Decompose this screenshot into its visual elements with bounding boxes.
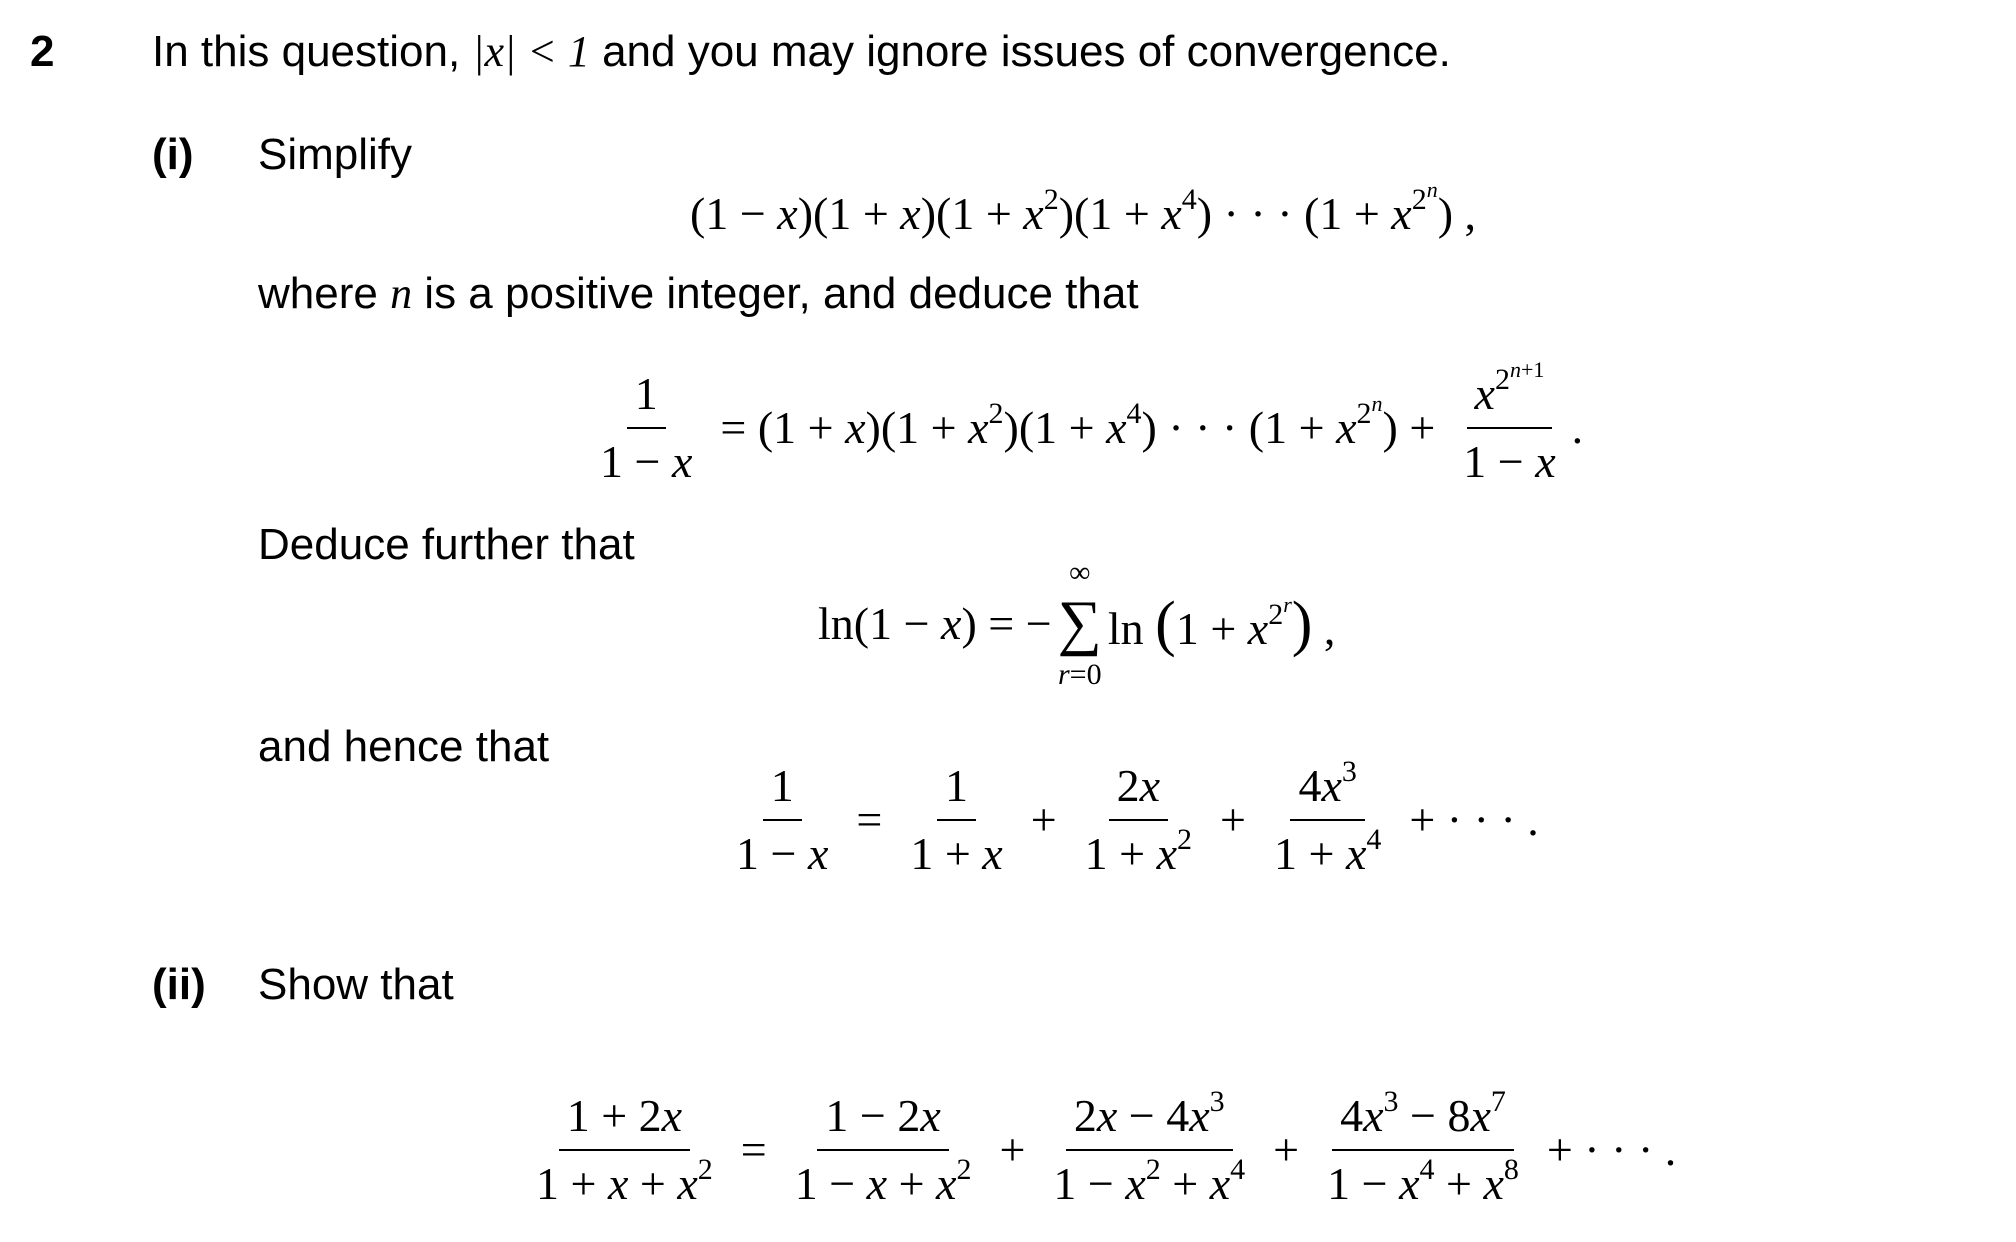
eq2-lhs: ln(1 − x) = − bbox=[818, 598, 1052, 649]
eq4-term-3-denominator: $1 - x^4 + x^8$ bbox=[1327, 1153, 1519, 1209]
eq4-term-1-numerator: 1 − 2x bbox=[817, 1093, 948, 1151]
eq1-lhs-fraction bbox=[592, 367, 700, 487]
where-text-before: where bbox=[258, 269, 391, 318]
eq3-term-2-numerator: 2x bbox=[1109, 763, 1168, 821]
deduce-further: Deduce further that bbox=[258, 520, 635, 569]
part-i-simplify: Simplify bbox=[258, 130, 413, 179]
eq1-rhs-numerator: $x^{2^{n+1}}$ bbox=[1467, 370, 1553, 429]
where-variable: n bbox=[390, 269, 413, 318]
eq4-term-2-numerator: $2x - 4x^3$ bbox=[1066, 1093, 1233, 1151]
equation-1 bbox=[584, 357, 1584, 487]
sigma-icon: ∑ bbox=[1057, 589, 1102, 657]
eq1-rhs-denominator: 1 − x bbox=[1463, 436, 1556, 487]
eq1-lhs-numerator: 1 bbox=[627, 371, 666, 429]
eq3-term-1-numerator: 1 bbox=[937, 763, 976, 821]
equation-4: $\frac{1 + 2x}{1 + x + x^2}$ = $\frac{1 - 2x}{1 - x + x^2}$ + $\frac{2x - 4x^3}{1 - x^2 + x^4}$ + $\frac{4x^3 - 8x^7}{1 - x^4 + x^8}$ + · · · . bbox=[520, 1093, 1688, 1207]
eq1-end: . bbox=[1571, 401, 1584, 453]
eq4-lhs-fraction bbox=[528, 1090, 721, 1209]
eq4-term-1 bbox=[787, 1090, 980, 1209]
eq1-rhs-fraction bbox=[1455, 357, 1563, 487]
eq1-lhs-denominator: 1 − x bbox=[600, 435, 693, 487]
show-that: Show that bbox=[258, 960, 454, 1009]
eq3-term-2 bbox=[1077, 760, 1200, 879]
equation-2 bbox=[818, 558, 1335, 690]
eq3-tail: + · · · . bbox=[1409, 794, 1539, 845]
sum-lower-limit: r=0 bbox=[1057, 658, 1102, 691]
eq3-term-3-numerator: $4x^3$ bbox=[1290, 763, 1364, 821]
intro-condition: |x| < 1 bbox=[472, 27, 590, 76]
eq4-term-2-denominator: $1 - x^2 + x^4$ bbox=[1053, 1153, 1246, 1209]
eq4-lhs-numerator: 1 + 2x bbox=[559, 1093, 690, 1151]
eq3-lhs-denominator: 1 − x bbox=[736, 828, 829, 879]
eq4-term-3-numerator: $4x^3 - 8x^7$ bbox=[1332, 1093, 1514, 1151]
eq3-lhs-fraction bbox=[728, 760, 836, 879]
eq4-tail: + · · · . bbox=[1546, 1124, 1677, 1175]
eq3-term-1 bbox=[902, 760, 1010, 879]
eq3-term-3-denominator: $1 + x^4$ bbox=[1273, 823, 1382, 879]
eq4-term-2 bbox=[1045, 1085, 1253, 1209]
eq3-lhs-numerator: 1 bbox=[763, 763, 802, 821]
sum-symbol bbox=[1058, 558, 1102, 690]
eq1-rhs-product: = $(1 + x)(1 + x^2)(1 + x^4)$ · · · $(1 + x^{2^n})$ + bbox=[720, 391, 1436, 453]
eq2-summand: $\ln (1 + x^{2^r})$ , bbox=[1107, 590, 1336, 658]
intro-text-before: In this question, bbox=[152, 27, 473, 76]
eq3-term-1-denominator: 1 + x bbox=[910, 828, 1003, 879]
question-intro bbox=[152, 27, 1451, 76]
eq3-term-2-denominator: $1 + x^2$ bbox=[1084, 823, 1193, 879]
equation-3: $\frac{1}{1 - x}$ = $\frac{1}{1 + x}$ + $\frac{2x}{1 + x^2}$ + $\frac{4x^3}{1 + x^4}$ + · · · . bbox=[720, 763, 1551, 877]
eq3-term-3 bbox=[1266, 755, 1389, 879]
sum-upper-limit: ∞ bbox=[1069, 556, 1091, 589]
where-line bbox=[258, 269, 1139, 318]
eq4-term-1-denominator: $1 - x + x^2$ bbox=[794, 1153, 972, 1209]
part-i-label: (i) bbox=[152, 130, 194, 179]
and-hence: and hence that bbox=[258, 722, 550, 771]
product-expression: $(1 - x)(1 + x)(1 + x^2)(1 + x^4)$ · · · $(1 + x^{2^n})$ , bbox=[690, 177, 1477, 239]
eq4-term-3 bbox=[1319, 1085, 1527, 1209]
part-ii-label: (ii) bbox=[152, 960, 206, 1009]
eq4-lhs-denominator: $1 + x + x^2$ bbox=[536, 1153, 713, 1209]
intro-text-after: and you may ignore issues of convergence. bbox=[589, 27, 1451, 76]
question-number: 2 bbox=[30, 27, 55, 76]
where-text-after: is a positive integer, and deduce that bbox=[412, 269, 1139, 318]
